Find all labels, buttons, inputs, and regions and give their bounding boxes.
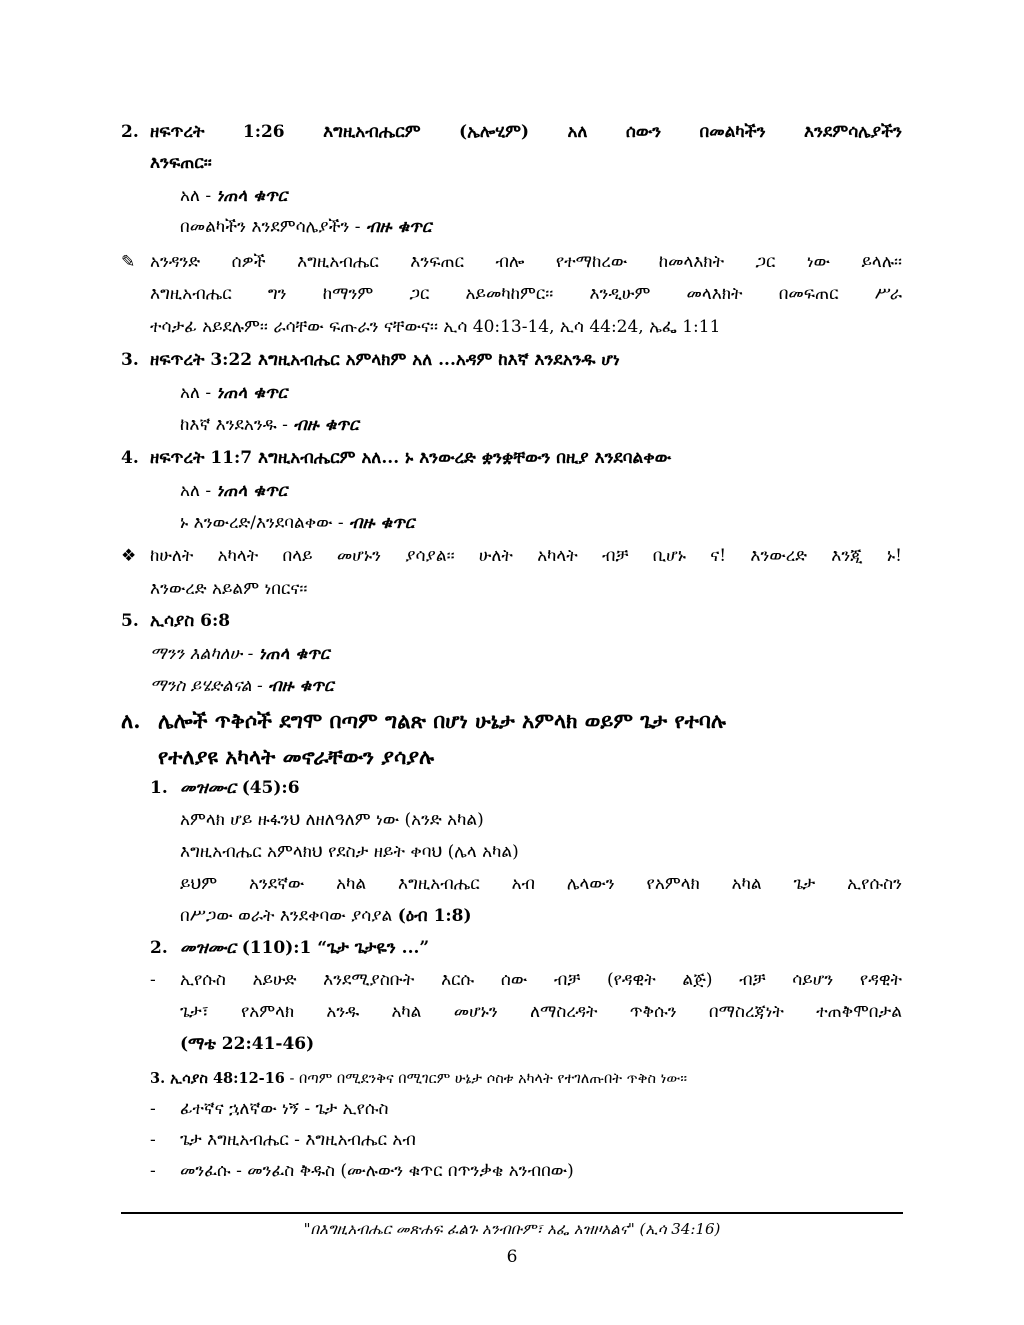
section-letter: ለ. <box>121 708 141 733</box>
item-3-number: 3. <box>121 350 139 370</box>
item-5-line-1 <box>150 643 329 665</box>
item-5-number: 5. <box>121 611 139 631</box>
item-2-line-1-emphasis: ነጠላ ቁጥር <box>216 186 288 206</box>
sub-1-line-4-text: በሥጋው ወራት እንደቀባው ያሳያል <box>180 906 393 926</box>
item-5-line-1-text: ማንን እልካለሁ - <box>150 644 254 664</box>
sub-3-dash-1: - <box>150 1099 156 1119</box>
item-3-line-2 <box>180 414 359 436</box>
page-number: 6 <box>506 1247 518 1267</box>
sub-2-heading-ref: (110):1 “ጌታ ጌታዬን ...” <box>241 938 430 958</box>
section-title-cont: የተለያዩ አካላት መኖራቸውን ያሳያሉ <box>158 744 435 769</box>
item-2-line-2 <box>180 216 431 238</box>
item-4-line-1 <box>180 480 287 502</box>
sub-3-dash-3: - <box>150 1161 156 1181</box>
item-3-line-1-emphasis: ነጠላ ቁጥር <box>216 383 288 403</box>
item-4-line-1-emphasis: ነጠላ ቁጥር <box>216 481 288 501</box>
sub-2-heading-book: መዝሙር <box>180 938 236 958</box>
item-2-heading: ዘፍጥረት 1:26 እግዚአብሔርም (ኤሎሂም) አለ ሰውን በመልካችን እንደምሳሌያችን <box>150 122 902 142</box>
item-5-line-2-text: ማንስ ይሄድልናል - <box>150 676 263 696</box>
sub-3-heading-ref: 3. ኢሳያስ 48:12-16 <box>150 1070 285 1087</box>
item-5-line-2 <box>150 675 333 697</box>
sub-1-line-4-ref: (ዕብ 1:8) <box>397 906 472 926</box>
section-title: ሌሎች ጥቅሶች ደግሞ በጣም ግልጽ በሆነ ሁኔታ አምላክ ወይም ጌታ የተባሉ <box>158 708 726 733</box>
item-2-line-2-emphasis: ብዙ ቁጥር <box>365 217 432 237</box>
item-5-line-2-emphasis: ብዙ ቁጥር <box>268 676 334 696</box>
item-4-number: 4. <box>121 448 139 468</box>
sub-3-row-1: ፊተኛና ኋለኛው ነኝ - ጌታ ኢየሱስ <box>180 1099 389 1119</box>
sub-1-heading-ref: (45):6 <box>241 778 300 798</box>
sub-3-heading-desc: - በጣም በሚደንቅና በሚገርም ሁኔታ ሶስቱ አካላት የተገለጡበት ጥቅስ ነው፡፡ <box>289 1071 688 1087</box>
note-2-line-1: ከሁለት አካላት በላይ መሆኑን ያሳያል፡፡ ሁለት አካላት ብቻ ቢሆኑ ና! እንውረድ እንጂ ኑ! <box>150 546 902 566</box>
note-1-line-2: እግዚአብሔር ግን ከማንም ጋር አይመካከምር፡፡ እንዲሁም መላእክት በመፍጠር ሥራ <box>150 284 902 304</box>
diamond-bullet-icon: ❖ <box>121 546 137 566</box>
item-2-line-1 <box>180 185 287 207</box>
note-2-line-2: እንውረድ አይልም ነበርና፡፡ <box>150 579 308 599</box>
sub-1-heading-book: መዝሙር <box>180 778 236 798</box>
sub-1-line-4 <box>180 905 472 927</box>
sub-3-heading <box>150 1068 687 1090</box>
sub-3-row-2: ጌታ እግዚአብሔር - እግዚአብሔር አብ <box>180 1130 416 1150</box>
item-3-line-1-text: አለ - <box>180 383 212 403</box>
footer-rule <box>121 1212 903 1214</box>
item-3-line-2-text: ከእኛ እንደአንዱ - <box>180 415 288 435</box>
sub-1-number: 1. <box>150 778 168 798</box>
pencil-icon: ✎ <box>121 252 136 272</box>
sub-2-line-1: ኢየሱስ አይሁድ እንደሚያስቡት እርሱ ሰው ብቻ (የዳዊት ልጅ) ብቻ ሳይሆን የዳዊት <box>180 970 902 990</box>
sub-1-line-1: አምላክ ሆይ ዙፋንህ ለዘለዓለም ነው (አንድ አካል) <box>180 810 484 830</box>
sub-1-line-2: እግዚአብሔር አምላክህ የደስታ ዘይት ቀባህ (ሌላ አካል) <box>180 842 519 862</box>
item-4-line-2-text: ኑ እንውረድ/እንደባልቀው - <box>180 513 344 533</box>
item-3-line-2-emphasis: ብዙ ቁጥር <box>293 415 359 435</box>
sub-1-line-3: ይህም አንደኛው አካል እግዚአብሔር አብ ሌላውን የአምላክ አካል ጌታ ኢየሱስን <box>180 874 902 894</box>
item-5-line-1-emphasis: ነጠላ ቁጥር <box>258 644 330 664</box>
item-2-line-1-text: አለ - <box>180 186 212 206</box>
item-2-number: 2. <box>121 122 139 142</box>
footer-quote: "በእግዚአብሔር መጽሐፍ ፈልጉ አንብቡም፣ አፌ አዝዞአልና" (ኢሳ 34:16) <box>303 1220 721 1238</box>
note-1-line-3: ተሳታፊ አይደሉም፡፡ ራሳቸው ፍጡራን ናቸውና፡፡ ኢሳ 40:13-14, ኢሳ 44:24, ኤፌ 1:11 <box>150 317 721 337</box>
sub-2-line-3: (ማቴ 22:41-46) <box>180 1034 315 1054</box>
sub-2-heading <box>180 937 429 959</box>
item-2-heading-cont: እንፍጠር፡፡ <box>150 153 212 173</box>
item-3-heading: ዘፍጥረት 3:22 እግዚአብሔር አምላክም አለ ...አዳም ከእኛ እንደአንዱ ሆነ <box>150 350 620 370</box>
sub-2-number: 2. <box>150 938 168 958</box>
item-3-line-1 <box>180 382 287 404</box>
sub-3-dash-2: - <box>150 1130 156 1150</box>
item-2-line-2-text: በመልካችን እንደምሳሌያችን - <box>180 217 361 237</box>
sub-1-heading <box>180 777 300 799</box>
item-4-heading: ዘፍጥረት 11:7 እግዚአብሔርም አለ... ኑ እንውረድ ቋንቋቸውን በዚያ እንደባልቀው <box>150 448 672 468</box>
item-4-line-2-emphasis: ብዙ ቁጥር <box>349 513 415 533</box>
item-5-heading: ኢሳያስ 6:8 <box>150 611 231 631</box>
sub-3-row-3: መንፈሱ - መንፈስ ቅዱስ (ሙሉውን ቁጥር በጥንቃቄ አንብበው) <box>180 1161 574 1181</box>
item-4-line-1-text: አለ - <box>180 481 212 501</box>
sub-2-line-2: ጌታ፣ የአምላክ አንዱ አካል መሆኑን ለማስረዳት ጥቅሱን በማስረጃነት ተጠቅሞበታል <box>180 1002 902 1022</box>
item-4-line-2 <box>180 512 414 534</box>
note-1-line-1: አንዳንድ ሰዎች እግዚአብሔር እንፍጠር ብሎ የተማከረው ከመላእክት ጋር ነው ይላሉ፡፡ <box>150 252 902 272</box>
sub-2-dash: - <box>150 970 156 990</box>
